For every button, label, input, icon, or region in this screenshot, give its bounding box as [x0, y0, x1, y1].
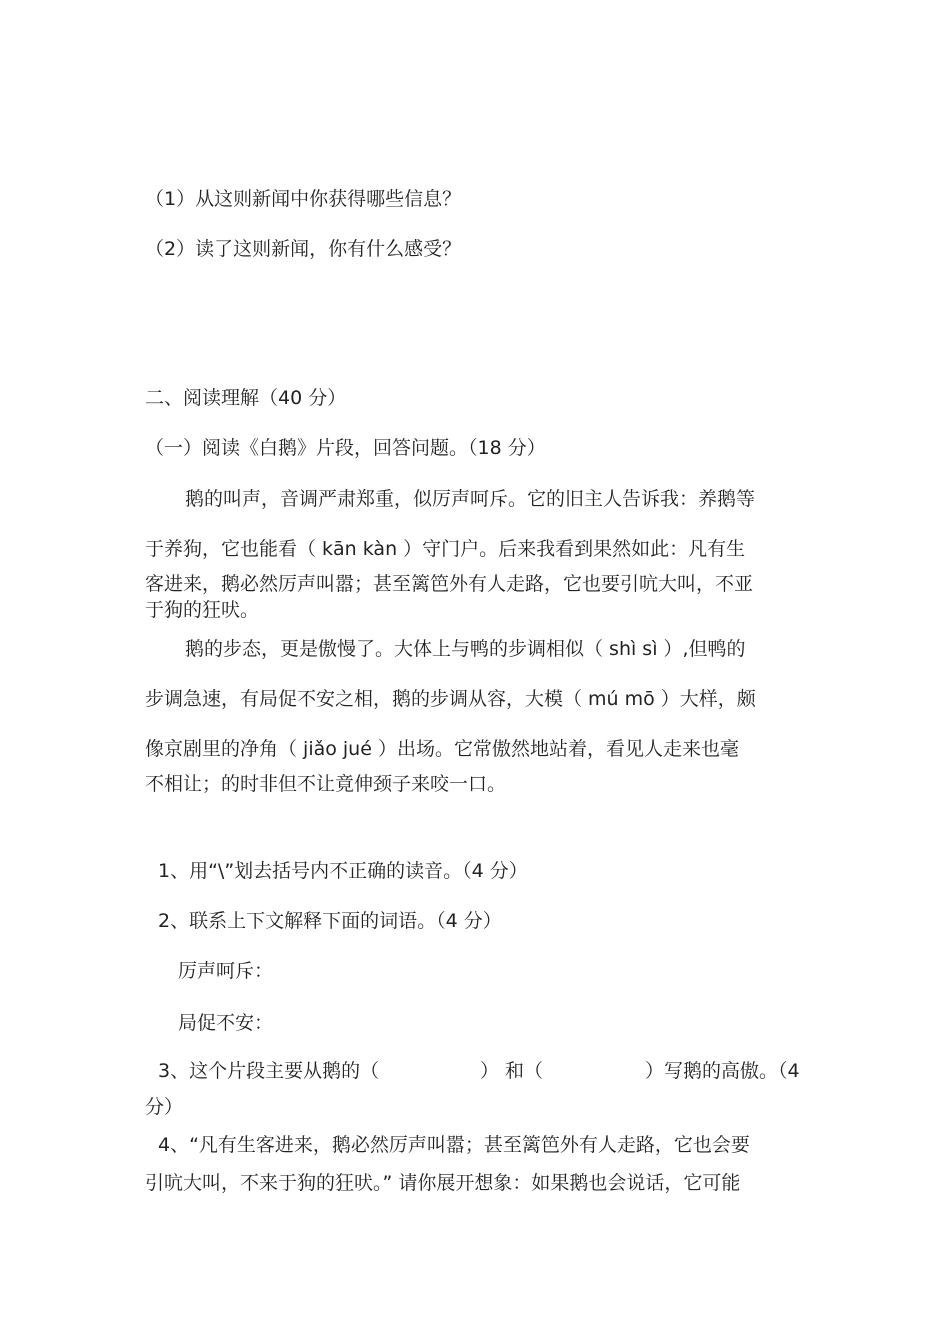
passage-p2-line1: 鹅的步态，更是傲慢了。大体上与鸭的步调相似（ shì sì ）,但鸭的 [185, 638, 746, 660]
passage-p1-line4: 于狗的狂吠。 [145, 599, 260, 621]
question-3-part-a: 3、这个片段主要从鹅的（ [158, 1060, 380, 1082]
passage-p2-line2: 步调急速，有局促不安之相，鹅的步调从容，大模（ mú mō ）大样，颇 [145, 688, 756, 710]
passage-p1-line1: 鹅的叫声，音调严肃郑重，似厉声呵斥。它的旧主人告诉我：养鹅等 [185, 488, 756, 510]
term-1: 厉声呵斥： [178, 960, 274, 982]
question-2: 2、联系上下文解释下面的词语。（4 分） [158, 910, 502, 932]
subsection-title: （一）阅读《白鹅》片段，回答问题。（18 分） [145, 437, 546, 459]
question-3-part-d: 分） [145, 1096, 184, 1118]
passage-p1-line2: 于养狗，它也能看（ kān kàn ）守门户。后来我看到果然如此：凡有生 [145, 538, 746, 560]
passage-p1-line3: 客进来，鹅必然厉声叫嚣；甚至篱笆外有人走路，它也要引吭大叫，不亚 [145, 573, 754, 595]
question-3-part-c: ）写鹅的高傲。（4 [645, 1060, 800, 1082]
passage-p2-line4: 不相让；的时非但不让竟伸颈子来咬一口。 [145, 773, 507, 795]
term-2: 局促不安： [178, 1012, 274, 1034]
passage-p2-line3: 像京剧里的净角（ jiǎo jué ）出场。它常傲然地站着，看见人走来也毫 [145, 738, 739, 760]
question-1: 1、用“\”划去括号内不正确的读音。（4 分） [158, 860, 528, 882]
news-question-1: （1）从这则新闻中你获得哪些信息？ [145, 188, 462, 210]
question-4-line1: 4、“凡有生客进来，鹅必然厉声叫嚣；甚至篱笆外有人走路，它也会要 [158, 1134, 750, 1156]
question-3-part-b: ） 和（ [480, 1060, 544, 1082]
news-question-2: （2）读了这则新闻，你有什么感受？ [145, 238, 462, 260]
question-4-line2: 引吭大叫，不来于狗的狂吠。” 请你展开想象：如果鹅也会说话，它可能 [145, 1172, 741, 1194]
section-title: 二、阅读理解（40 分） [145, 387, 347, 409]
